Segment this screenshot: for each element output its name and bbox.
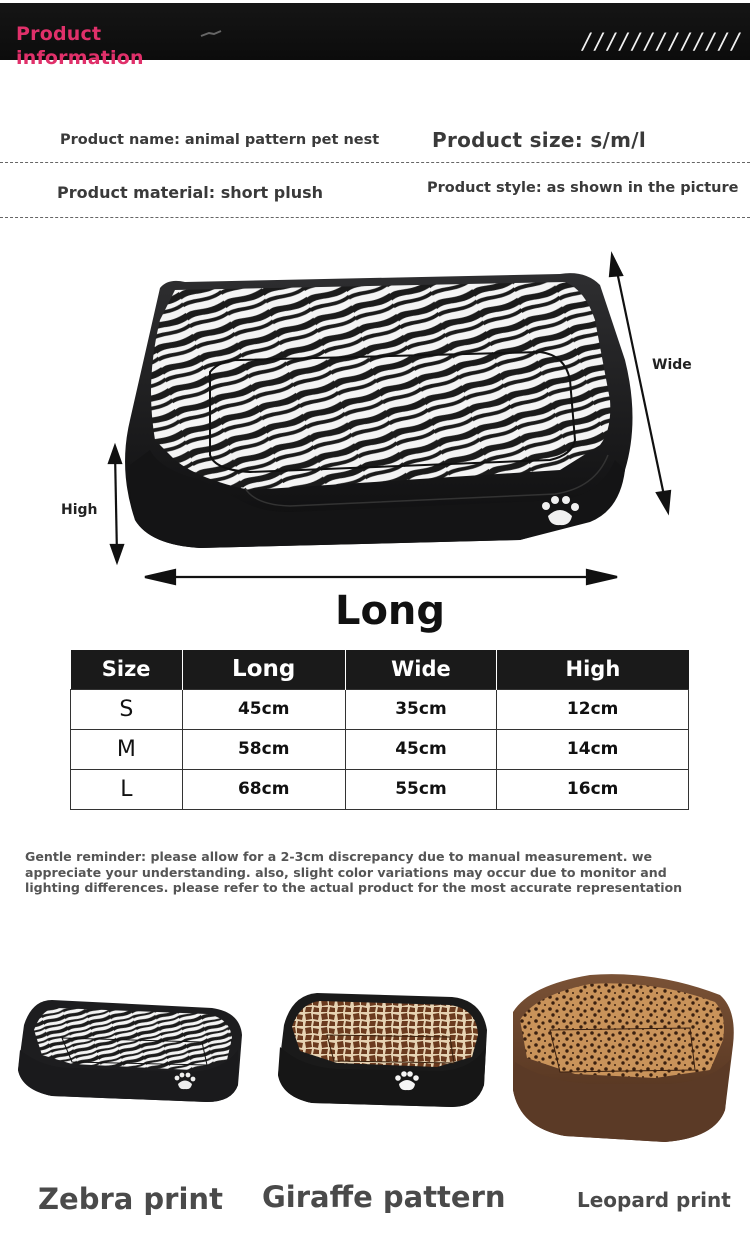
header-long: Long [182, 650, 345, 689]
table-row [71, 769, 689, 809]
product-name: Product name: animal pattern pet nest [60, 132, 380, 148]
cell-high: 16cm [497, 769, 689, 809]
header-banner [0, 0, 750, 69]
cell-size: S [71, 689, 183, 729]
cell-long: 45cm [182, 689, 345, 729]
giraffe-bed-image [272, 985, 492, 1115]
cell-high: 14cm [497, 729, 689, 769]
reminder-text: Gentle reminder: please allow for a 2-3cm discrepancy due to manual measurement. we appreciate your understanding. also, slight color variations may occur due to monitor and lighting differences. please refer to the actual product for the most accurate representation [25, 849, 683, 895]
wide-label: Wide [652, 357, 692, 373]
zebra-bed-image [12, 990, 247, 1110]
divider [0, 217, 750, 218]
caption-giraffe: Giraffe pattern [262, 1180, 506, 1214]
cell-size: L [71, 769, 183, 809]
pet-bed-image [0, 225, 750, 615]
product-size: Product size: s/m/l [432, 128, 647, 152]
leopard-bed-image [505, 970, 737, 1148]
cell-long: 58cm [182, 729, 345, 769]
banner-slashes: ///////////// [582, 30, 744, 55]
brush-mark-icon [200, 30, 222, 38]
high-label: High [61, 502, 98, 518]
cell-wide: 35cm [345, 689, 497, 729]
caption-zebra: Zebra print [38, 1182, 223, 1216]
cell-wide: 45cm [345, 729, 497, 769]
divider [0, 162, 750, 163]
header-size: Size [71, 650, 183, 689]
size-table [70, 650, 689, 810]
table-header-row [71, 650, 689, 689]
banner-title-text: Product information [16, 23, 144, 69]
long-label: Long [334, 588, 446, 634]
cell-wide: 55cm [345, 769, 497, 809]
table-row [71, 689, 689, 729]
banner-title [16, 22, 176, 70]
product-material: Product material: short plush [57, 183, 324, 202]
table-row [71, 729, 689, 769]
cell-long: 68cm [182, 769, 345, 809]
header-wide: Wide [345, 650, 497, 689]
caption-leopard: Leopard print [577, 1188, 731, 1212]
cell-high: 12cm [497, 689, 689, 729]
header-high: High [497, 650, 689, 689]
cell-size: M [71, 729, 183, 769]
product-style: Product style: as shown in the picture [427, 180, 739, 196]
